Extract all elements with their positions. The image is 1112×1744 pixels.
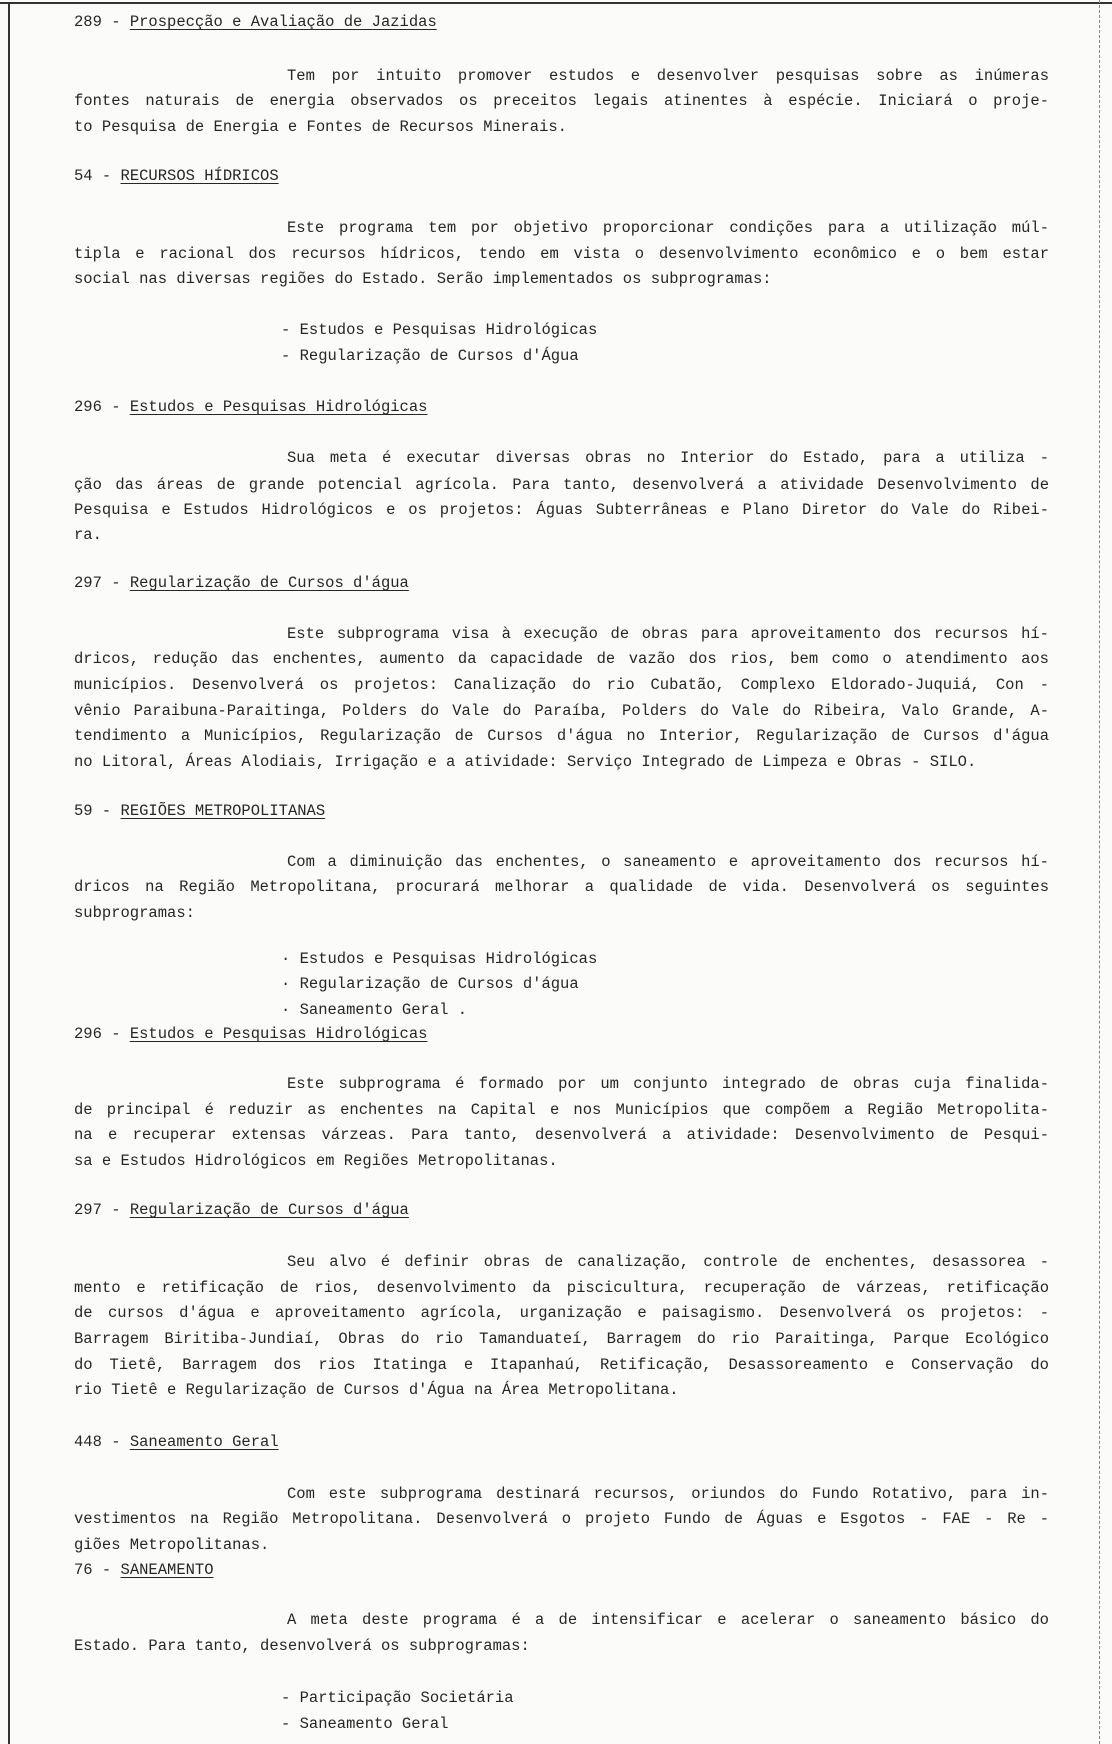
section-heading [74, 166, 279, 186]
section-title: Estudos e Pesquisas Hidrológicas [129, 1025, 428, 1043]
paragraph-line: dricos, redução das enchentes, aumento da capacidade de vazão dos rios, bem como o atendimento aos [74, 650, 1049, 668]
paragraph-line: Este subprograma visa à execução de obras para aproveitamento dos recursos hí- [287, 625, 1049, 643]
section-number: 59 [74, 802, 93, 820]
section-title: Regularização de Cursos d'água [129, 574, 409, 592]
subprogram-list-item: · Regularização de Cursos d'água [281, 975, 579, 993]
paragraph-line: social nas diversas regiões do Estado. Serão implementados os subprogramas: [74, 270, 772, 288]
paragraph-line: mento e retificação de rios, desenvolvimento da piscicultura, recuperação de várzeas, retificação [74, 1279, 1049, 1297]
subprogram-list-item: - Participação Societária [281, 1689, 514, 1707]
section-number: 76 [74, 1561, 93, 1579]
section-heading [74, 1200, 409, 1220]
section-title: Prospecção e Avaliação de Jazidas [129, 13, 437, 31]
section-separator: - [101, 398, 130, 416]
section-separator: - [92, 802, 121, 820]
section-title: RECURSOS HÍDRICOS [120, 167, 279, 185]
paragraph-line: fontes naturais de energia observados os preceitos legais atinentes à espécie. Iniciará o proje- [74, 92, 1049, 110]
paragraph-line: to Pesquisa de Energia e Fontes de Recursos Minerais. [74, 118, 567, 136]
paragraph-line: na e recuperar extensas várzeas. Para tanto, desenvolverá a atividade: Desenvolvimento de Pesqui- [74, 1126, 1049, 1144]
paragraph-line: tipla e racional dos recursos hídricos, tendo em vista o desenvolvimento econômico e o bem estar [74, 245, 1049, 263]
paragraph-line: A meta deste programa é a de intensificar e acelerar o saneamento básico do [287, 1611, 1049, 1629]
section-title: Estudos e Pesquisas Hidrológicas [129, 398, 428, 416]
section-heading [74, 12, 437, 32]
section-separator: - [92, 1561, 121, 1579]
paragraph-line: Pesquisa e Estudos Hidrológicos e os projetos: Águas Subterrâneas e Plano Diretor do Vale do Ribei- [74, 501, 1049, 519]
section-number: 448 [74, 1433, 102, 1451]
paragraph-line: Estado. Para tanto, desenvolverá os subprogramas: [74, 1637, 530, 1655]
paragraph-line: ra. [74, 526, 102, 544]
paragraph-line: no Litoral, Áreas Alodiais, Irrigação e a atividade: Serviço Integrado de Limpeza e Obras - SILO. [74, 753, 977, 771]
section-number: 297 [74, 1201, 102, 1219]
section-separator: - [101, 1201, 130, 1219]
paragraph-line: municípios. Desenvolverá os projetos: Canalização do rio Cubatão, Complexo Eldorado-Juquiá, Con - [74, 676, 1049, 694]
page-left-border [8, 2, 10, 1744]
subprogram-list-item: - Regularização de Cursos d'Água [281, 347, 579, 365]
section-number: 297 [74, 574, 102, 592]
paragraph-line: rio Tietê e Regularização de Cursos d'Água na Área Metropolitana. [74, 1381, 679, 1399]
section-title: REGIÕES METROPOLITANAS [120, 802, 326, 820]
section-number: 289 [74, 13, 102, 31]
section-heading [74, 573, 409, 593]
paragraph-line: Com este subprograma destinará recursos, oriundos do Fundo Rotativo, para in- [287, 1485, 1049, 1503]
section-number: 296 [74, 398, 102, 416]
subprogram-list-item: - Estudos e Pesquisas Hidrológicas [281, 321, 598, 339]
section-heading [74, 801, 325, 821]
paragraph-line: vênio Paraibuna-Paraitinga, Polders do Vale do Paraíba, Polders do Vale do Ribeira, Valo Grande, A- [74, 702, 1049, 720]
section-heading [74, 397, 427, 417]
section-number: 296 [74, 1025, 102, 1043]
subprogram-list-item: · Saneamento Geral . [281, 1001, 468, 1019]
paragraph-line: Barragem Biritiba-Jundiaí, Obras do rio Tamanduateí, Barragem do rio Paraitinga, Parque Ecológico [74, 1330, 1049, 1348]
paragraph-line: do Tietê, Barragem dos rios Itatinga e Itapanhaú, Retificação, Desassoreamento e Conservação do [74, 1356, 1049, 1374]
paragraph-line: Este subprograma é formado por um conjunto integrado de obras cuja finalida- [287, 1075, 1049, 1093]
section-separator: - [92, 167, 121, 185]
paragraph-line: ção das áreas de grande potencial agrícola. Para tanto, desenvolverá a atividade Desenvolvimento de [74, 476, 1049, 494]
section-number: 54 [74, 167, 93, 185]
paragraph-line: Seu alvo é definir obras de canalização, controle de enchentes, desassorea - [287, 1253, 1049, 1271]
subprogram-list-item: · Estudos e Pesquisas Hidrológicas [281, 950, 598, 968]
paragraph-line: Com a diminuição das enchentes, o saneamento e aproveitamento dos recursos hí- [287, 853, 1049, 871]
section-heading [74, 1432, 279, 1452]
paragraph-line: de cursos d'água e aproveitamento agrícola, urganização e paisagismo. Desenvolverá os projetos: - [74, 1304, 1049, 1322]
paragraph-line: tendimento a Municípios, Regularização de Cursos d'água no Interior, Regularização de Cursos d'água [74, 727, 1049, 745]
paragraph-line: Tem por intuito promover estudos e desenvolver pesquisas sobre as inúmeras [287, 67, 1049, 85]
paragraph-line: Sua meta é executar diversas obras no Interior do Estado, para a utiliza - [287, 449, 1049, 467]
paragraph-line: Este programa tem por objetivo proporcionar condições para a utilização múl- [287, 219, 1049, 237]
section-title: Saneamento Geral [129, 1433, 279, 1451]
paragraph-line: dricos na Região Metropolitana, procurará melhorar a qualidade de vida. Desenvolverá os seguintes [74, 878, 1049, 896]
section-heading [74, 1024, 427, 1044]
section-title: Regularização de Cursos d'água [129, 1201, 409, 1219]
paragraph-line: giões Metropolitanas. [74, 1536, 270, 1554]
page-right-edge [1099, 0, 1100, 1744]
paragraph-line: vestimentos na Região Metropolitana. Desenvolverá o projeto Fundo de Águas e Esgotos - FAE - Re - [74, 1510, 1049, 1528]
paragraph-line: sa e Estudos Hidrológicos em Regiões Metropolitanas. [74, 1152, 558, 1170]
section-separator: - [101, 574, 130, 592]
section-separator: - [101, 1025, 130, 1043]
section-separator: - [101, 1433, 130, 1451]
section-heading [74, 1560, 214, 1580]
subprogram-list-item: - Saneamento Geral [281, 1715, 449, 1733]
section-title: SANEAMENTO [120, 1561, 214, 1579]
page-top-border [0, 2, 1112, 4]
paragraph-line: subprogramas: [74, 904, 195, 922]
paragraph-line: de principal é reduzir as enchentes na Capital e nos Municípios que compõem a Região Metropolita- [74, 1101, 1049, 1119]
section-separator: - [101, 13, 130, 31]
